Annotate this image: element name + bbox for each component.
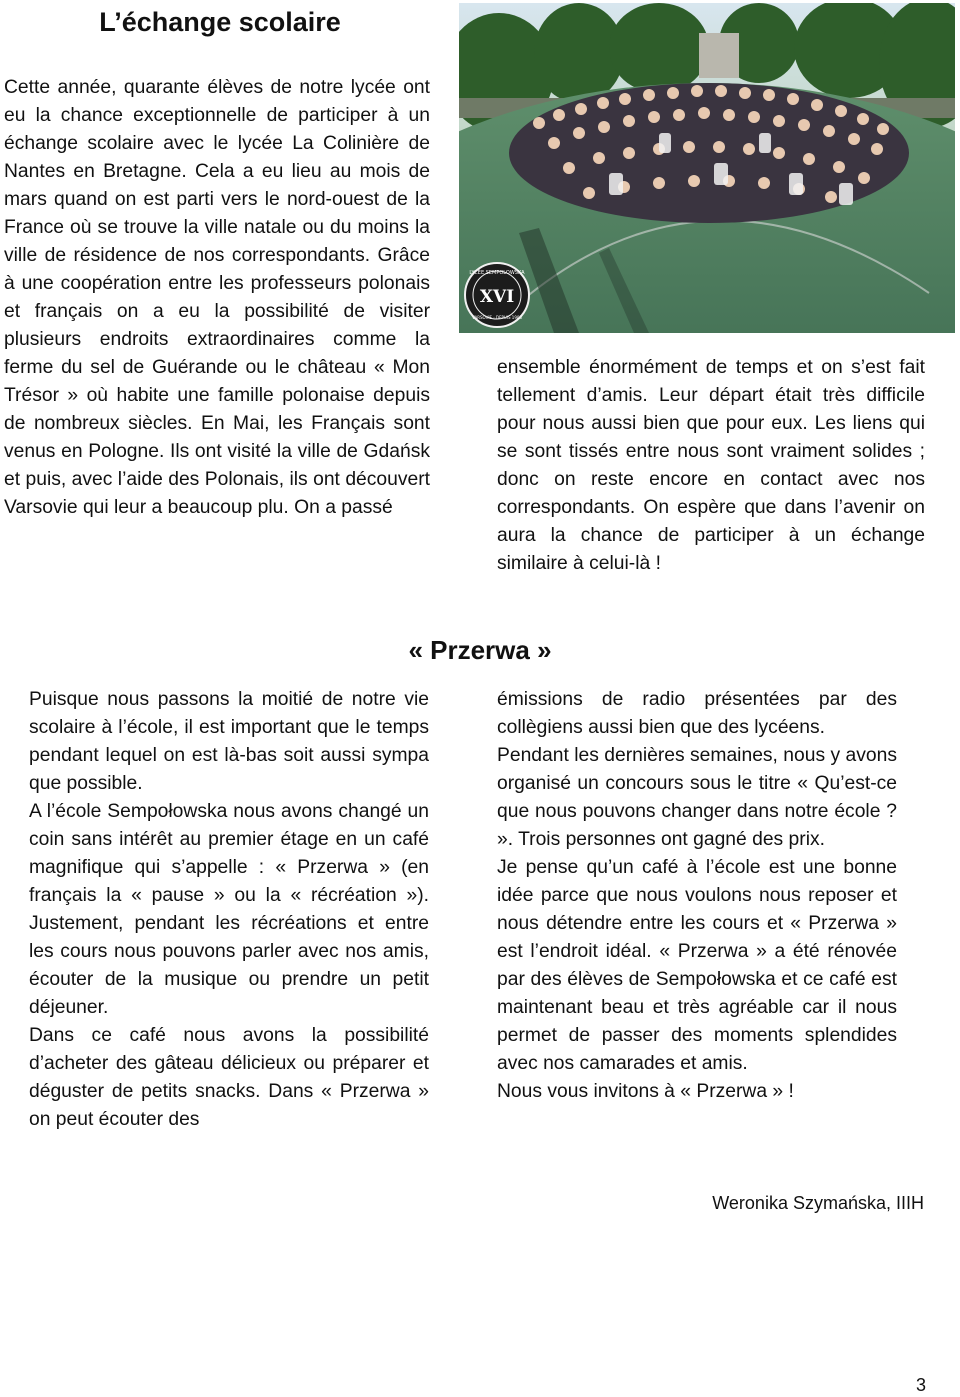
paragraph: Puisque nous passons la moitié de notre vie scolaire à l’école, il est important que le temps pendant lequel on est là-bas soit aussi sympa que possible. (29, 689, 429, 794)
article-title: L’échange scolaire (99, 7, 341, 37)
page-number: 3 (915, 1375, 926, 1395)
paragraph: A l’école Sempołowska nous avons changé un coin sans intérêt au premier étage en un café magnifique qui s’appelle : « Przerwa » (en français la « pause » ou la « récréation »). Justement, pendant les récréations et entre les cours nous pouvons parler avec nos amis, écouter de la musique ou prendre un petit déjeuner. (29, 801, 429, 1018)
paragraph: Je pense qu’un café à l’école est une bonne idée parce que nous voulons nous reposer et nous détendre entre les cours et « Przerwa » est l’endroit idéal. « Przerwa » a été rénovée par des élèves de Sempołowska et ce café est maintenant beau et très agréable car il nous permet de passer des moments splendides avec nos camarades et amis. (497, 857, 897, 1074)
paragraph: Pendant les dernières semaines, nous y avons organisé un concours sous le titre « Qu’est-ce que nous pouvons changer dans notre école ? ». Trois personnes ont gagné des prix. (497, 745, 897, 850)
article-title: « Przerwa » (408, 635, 552, 665)
paragraph: émissions de radio présentées par des collègiens aussi bien que des lycéens. (497, 689, 897, 738)
svg-text:XVI: XVI (479, 287, 515, 307)
article-text-column-1 (4, 74, 430, 522)
article-text-column-2 (497, 686, 897, 1106)
group-photo (459, 3, 955, 333)
paragraph: Dans ce café nous avons la possibilité d’acheter des gâteau délicieux ou préparer et déguster de petits snacks. Dans « Przerwa » on peut écouter des (29, 1025, 429, 1130)
article-text-column-1 (29, 686, 429, 1134)
article-text-column-2 (497, 354, 925, 578)
svg-text:LYCÉE SEMPOLOWSKA: LYCÉE SEMPOLOWSKA (469, 270, 525, 276)
paragraph: Nous vous invitons à « Przerwa » ! (497, 1081, 794, 1102)
paragraph: Cette année, quarante élèves de notre lycée ont eu la chance exceptionnelle de participer à un échange scolaire avec le lycée La Colinière de Nantes en Bretagne. Cela a eu lieu au mois de mars quand on est parti vers le nord-ouest de la France où se trouve la ville natale ou du moins la ville de résidence de nos correspondants. Grâce à une coopération entre les professeurs polonais et français on a eu la possibilité de visiter plusieurs endroits extraordinaires comme la ferme du sel de Guérande ou le château « Mon Trésor » où habite une famille polonaise depuis de nombreux siècles. En Mai, les Français sont venus en Pologne. Ils ont visité la ville de Gdańsk et puis, avec l’aide des Polonais, ils ont découvert Varsovie qui leur a beaucoup plu. On a passé (4, 77, 430, 518)
school-logo (465, 263, 529, 327)
svg-text:VARSOVIE · DEPUIS 1903: VARSOVIE · DEPUIS 1903 (472, 315, 522, 320)
paragraph: ensemble énormément de temps et on s’est fait tellement d’amis. Leur départ était très difficile pour nous aussi bien que pour eux. Les liens qui se sont tissés entre nous sont vraiment solides ; donc on reste encore en contact avec nos correspondants. On espère que dans l’avenir on aura la chance de participer à un échange similaire à celui-là ! (497, 357, 925, 574)
author-signature: Weronika Szymańska, IIIH (712, 1193, 924, 1213)
